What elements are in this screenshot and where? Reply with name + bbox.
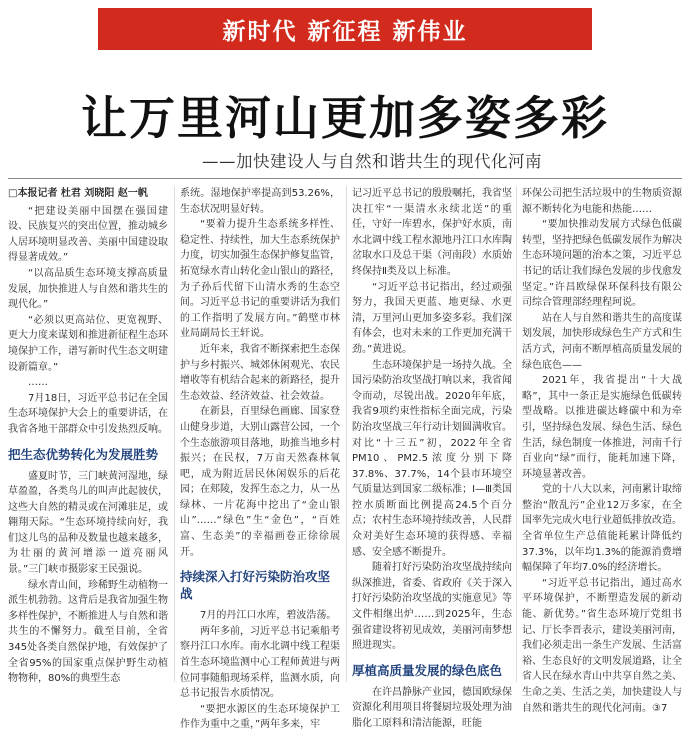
section-heading: 把生态优势转化为发展胜势 xyxy=(8,446,159,462)
column-divider xyxy=(516,186,517,682)
paragraph: “习近平总书记指出，通过高水平环境保护，不断塑造发展的新动能、新优势。”省生态环境厅党组书记、厅长李晋表示，建设美丽河南，我们必须走出一条生产发展、生活富裕、生态良好的文明发展道路，让全省人民在绿水青山中共享自然之美、生命之美、生活之美，加快建设人与自然和谐共生的现代化河南。③7 xyxy=(522,577,682,714)
paragraph: 系统。湿地保护率提高到53.26%，生态状况明显好转。 xyxy=(180,188,340,215)
subheadline: ——加快建设人与自然和谐共生的现代化河南 xyxy=(202,152,542,171)
section-heading: 厚植高质量发展的绿色底色 xyxy=(352,662,503,678)
paragraph: “要加快推动发展方式绿色低碳转型，坚持把绿色低碳发展作为解决生态环境问题的治本之策，习近平总书记的话让我们绿色发展的步伐愈发坚定。”许昌欧绿保环保科技有限公司综合管理部经理程珂说。 xyxy=(522,219,682,309)
paragraph: “必须以更高站位、更宽视野、更大力度来谋划和推进新征程生态环境保护工作，谱写新时代生态文明建设新篇章。” xyxy=(8,314,168,373)
paragraph: “要把水源区的生态环境保护工作作为重中之重，”两年多来，牢 xyxy=(180,703,340,731)
article-column-1 xyxy=(8,186,168,686)
paragraph: 两年多前，习近平总书记乘船考察丹江口水库。南水北调中线工程渠首生态环境监测中心工程师黄进与两位同事随船现场采样，监测水质，向总书记报告水质情况。 xyxy=(180,625,340,700)
paragraph: “习近平总书记指出，经过顽强努力，我国天更蓝、地更绿、水更清，万里河山更加多姿多彩。我们深有体会，也对未来的工作更加充满干劲。”黄进说。 xyxy=(352,281,512,355)
paragraph: 站在人与自然和谐共生的高度谋划发展，加快形成绿色生产方式和生活方式，河南不断厚植高质量发展的绿色底色—— xyxy=(522,312,682,371)
section-banner xyxy=(98,8,592,50)
section-heading: 持续深入打好污染防治攻坚战 xyxy=(180,569,331,602)
column-divider xyxy=(174,186,175,682)
paragraph: 7月18日，习近平总书记在全国生态环境保护大会上的重要讲话，在我省各地干部群众中引发热烈反响。 xyxy=(8,392,168,435)
paragraph: 近年来，我省不断探索把生态保护与乡村振兴、城郊休闲观光、农民增收等有机结合起来的新路径，提升生态效益、经济效益、社会效益。 xyxy=(180,343,340,402)
paragraph: 在新县，百里绿色画廊、国家登山健身步道，大别山露营公园，一个个生态旅游项目落地，助推当地乡村振兴；在民权，7万亩天然森林氧吧，成为附近居民休闲娱乐的后花园；在郏陵，发挥生态之力，从一丛绿林、一片花海中挖出了“金山银山”……“绿色”生“金色”，“百姓富、生态美”的幸福画卷正徐徐展开。 xyxy=(180,406,340,558)
article-column-3 xyxy=(352,186,512,729)
column-divider xyxy=(346,186,347,682)
paragraph: 党的十八大以来，河南累计取缔整治“散乱污”企业12万多家，在全国率先完成火电行业超低排放改造。全省单位生产总值能耗累计降低约37.3%，以年均1.3%的能源消费增幅保障了年均7.0%的经济增长。 xyxy=(522,484,682,574)
paragraph: 环保公司把生活垃圾中的生物质资源源不断转化为电能和热能…… xyxy=(522,188,682,215)
paragraph: …… xyxy=(28,377,48,389)
headline: 让万里河山更加多姿多彩 xyxy=(81,91,609,145)
byline: □本报记者 杜君 刘晓阳 赵一帆 xyxy=(8,188,148,199)
paragraph: 7月的丹江口水库，碧波浩荡。 xyxy=(200,610,337,622)
paragraph: 在许昌静脉产业园，德国欧绿保资源化利用项目将餐厨垃圾处理为油脂化工原料和清洁能源，旺能 xyxy=(352,686,512,729)
banner-text: 新时代 新征程 新伟业 xyxy=(222,18,468,45)
paragraph: 随着打好污染防治攻坚战持续向纵深推进，省委、省政府《关于深入打好污染防治攻坚战的实施意见》等文件相继出炉……到2025年，生态强省建设将初见成效，美丽河南梦想照进现实。 xyxy=(352,562,512,652)
paragraph: “要着力提升生态系统多样性、稳定性、持续性，加大生态系统保护力度，切实加强生态保护修复监管，拓宽绿水青山转化金山银山的路径，为子孙后代留下山清水秀的生态空间。习近平总书记的重要讲话为我们的工作指明了发展方向。”鹤壁市林业局副局长王轩说。 xyxy=(180,219,340,340)
paragraph: 绿水青山间，珍稀野生动植物一派生机勃勃。这背后是我省加强生物多样性保护，不断推进人与自然和谐共生的不懈努力。截至目前，全省345处各类自然保护地，有效保护了全省95%的国家重点保护野生动植物物种，80%的典型生态 xyxy=(8,579,168,685)
paragraph: 2021年，我省提出“十大战略”，其中一条正是实施绿色低碳转型战略。以推进碳达峰碳中和为牵引，坚持绿色发展、绿色生活、绿色生活，绿色制度一体推进，河南千行百业向“绿”而行，能耗加速下降，环境显著改善。 xyxy=(522,375,682,480)
header-divider xyxy=(8,178,682,179)
paragraph: 记习近平总书记的殷殷嘱托，我省坚决扛牢“一渠清水永续北送”的重任，守好一库碧水，保护好水质，南水北调中线工程水源地丹江口水库陶岔取水口及总干渠（河南段）水质始终保持Ⅱ类及以上标准。 xyxy=(352,188,512,277)
paragraph: “把建设美丽中国摆在强国建设、民族复兴的突出位置，推动城乡人居环境明显改善、美丽中国建设取得显著成效。” xyxy=(8,205,168,264)
paragraph: “以高品质生态环境支撑高质量发展，加快推进人与自然和谐共生的现代化。” xyxy=(8,267,168,311)
article-column-4 xyxy=(522,186,682,714)
paragraph: 盛夏时节，三门峡黄河湿地，绿草盈盈，各类鸟儿的叫声此起彼伏，这些大自然的精灵或在河滩驻足，或翱翔天际。“生态环境持续向好，我们这儿鸟的品种及数量也越来越多，为壮丽的黄河增添一道亮丽风景。”三门峡市摄影家王民强说。 xyxy=(8,470,168,576)
paragraph: 生态环境保护是一场持久战。全国污染防治攻坚战打响以来，我省闻令而动，尽锐出战。2020年年底，我省9项约束性指标全面完成，污染防治攻坚战三年行动计划圆满收官。对比“十三五”初，2022年全省PM10、PM2.5浓度分别下降37.8%、37.7%，14个县市环境空气质量达到国家二级标准；Ⅰ—Ⅲ类国控水质断面比例提高24.5个百分点；农村生态环境持续改善，人民群众对美好生态环境的获得感、幸福感、安全感不断提升。 xyxy=(352,359,512,558)
article-column-2 xyxy=(180,186,340,731)
